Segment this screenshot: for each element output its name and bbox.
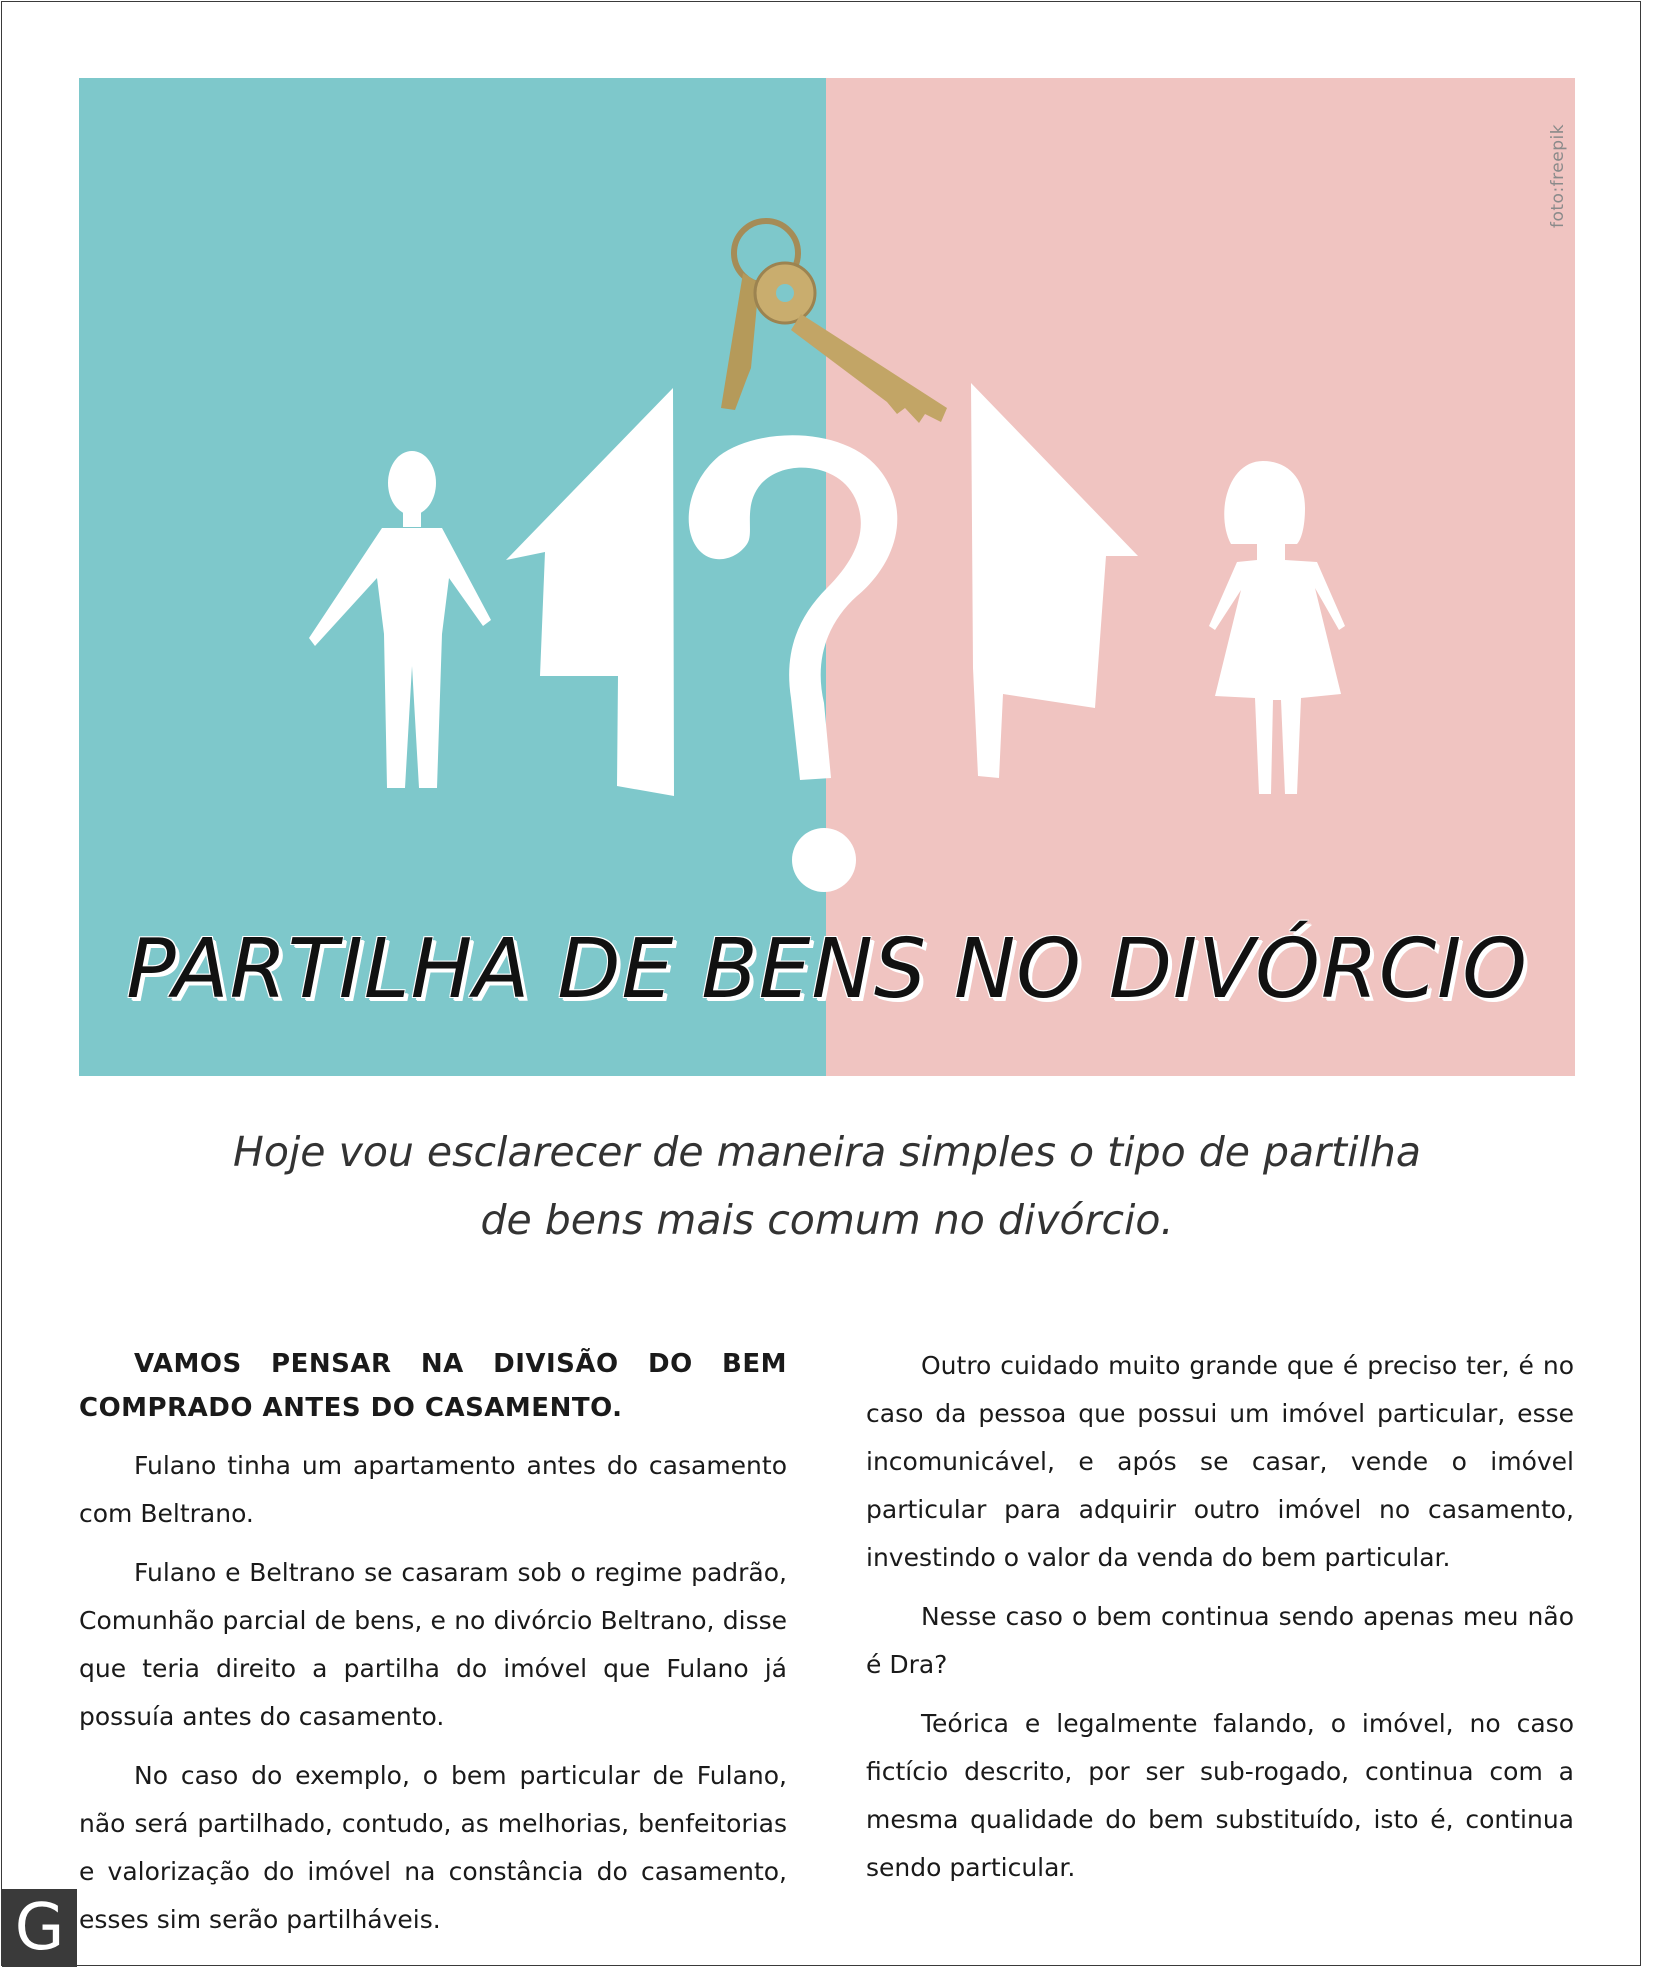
article-title: PARTILHA DE BENS NO DIVÓRCIO [126, 922, 1528, 1017]
paragraph: No caso do exemplo, o bem particular de Fulano, não será partilhado, contudo, as melhorias, benfeitorias e valorização do imóvel na constância do casamento, esses sim serão partilháveis. [79, 1761, 787, 1934]
left-column [79, 1342, 787, 1955]
brand-logo: G [2, 1889, 77, 1967]
subtitle-line-2: de bens mais comum no divórcio. [480, 1196, 1174, 1244]
section-heading: VAMOS PENSAR NA DIVISÃO DO BEM COMPRADO ANTES DO CASAMENTO. [79, 1349, 787, 1423]
paragraph: Outro cuidado muito grande que é preciso ter, é no caso da pessoa que possui um imóvel particular, esse incomunicável, e após se casar, vende o imóvel particular para adquirir outro imóvel no casamento, investindo o valor da venda do bem particular. [866, 1351, 1574, 1572]
paragraph: Fulano tinha um apartamento antes do casamento com Beltrano. [79, 1451, 787, 1528]
article-subtitle [180, 1118, 1474, 1254]
photo-credit: foto:freepik [1548, 123, 1568, 228]
paragraph: Nesse caso o bem continua sendo apenas meu não é Dra? [866, 1602, 1574, 1679]
paragraph: Fulano e Beltrano se casaram sob o regime padrão, Comunhão parcial de bens, e no divórcio Beltrano, disse que teria direito a partilha do imóvel que Fulano já possuía antes do casamento. [79, 1558, 787, 1731]
subtitle-line-1: Hoje vou esclarecer de maneira simples o tipo de partilha [233, 1128, 1421, 1176]
paragraph: Teórica e legalmente falando, o imóvel, no caso fictício descrito, por ser sub-rogado, continua com a mesma qualidade do bem substituído, isto é, continua sendo particular. [866, 1709, 1574, 1882]
right-column [866, 1342, 1574, 1903]
